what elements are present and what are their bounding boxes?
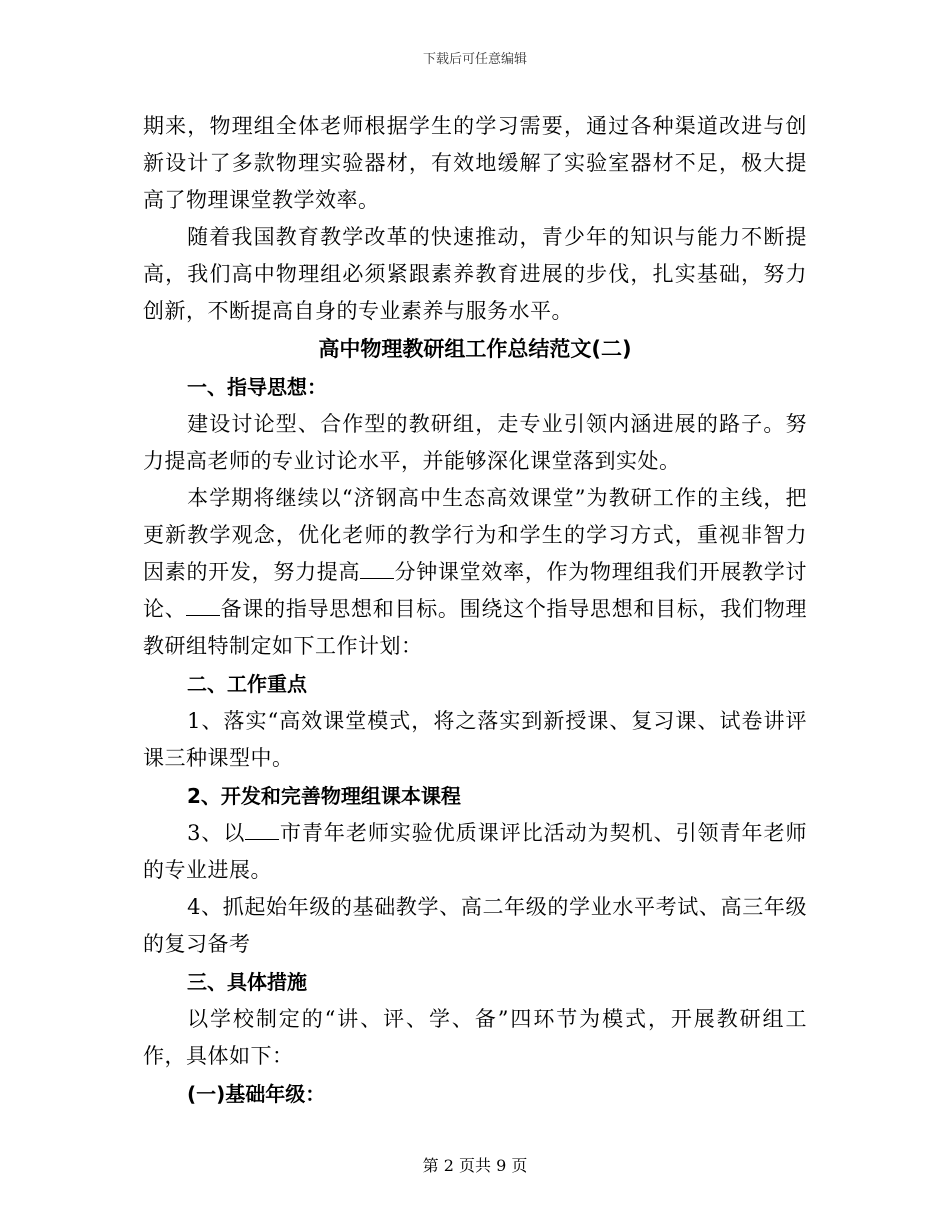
paragraph-3: 建设讨论型、合作型的教研组，走专业引领内涵进展的路子。努力提高老师的专业讨论水平，并能够深化课堂落到实处。 <box>143 412 807 473</box>
fill-blank <box>245 818 279 840</box>
fill-blank <box>186 594 220 616</box>
document-body <box>143 108 807 1113</box>
heading-specific-measures: 三、具体措施 <box>187 970 307 994</box>
heading-work-focus: 二、工作重点 <box>187 672 307 696</box>
paragraph-7: 4、抓起始年级的基础教学、高二年级的学业水平考试、高三年级的复习备考 <box>143 895 807 956</box>
paragraph-1: 期来，物理组全体老师根据学生的学习需要，通过各种渠道改进与创新设计了多款物理实验器材，有效地缓解了实验室器材不足，极大提高了物理课堂教学效率。 <box>143 114 807 212</box>
paragraph-4-part-c: 备课的指导思想和目标。围绕这个指导思想和目标，我们物理教研组特制定如下工作计划： <box>143 597 808 658</box>
paragraph-6-part-b: 市青年老师实验优质课评比活动为契机、引领青年老师的专业进展。 <box>143 821 807 882</box>
heading-guiding-ideology: 一、指导思想： <box>187 375 327 399</box>
paragraph-8: 以学校制定的“讲、评、学、备”四环节为模式，开展教研组工作，具体如下： <box>143 1007 807 1068</box>
heading-develop-courses: 2、开发和完善物理组课本课程 <box>187 784 461 808</box>
page-footer: 第 2 页共 9 页 <box>422 1156 528 1175</box>
paragraph-5: 1、落实“高效课堂模式，将之落实到新授课、复习课、试卷讲评课三种课型中。 <box>143 709 807 770</box>
paragraph-4 <box>143 480 807 665</box>
paragraph-4-part-b: 分钟课堂效率，作为物理组我们开展教学讨论、 <box>143 560 808 621</box>
paragraph-6-part-a: 3、以 <box>187 821 246 845</box>
page-header: 下载后可任意编辑 <box>422 52 527 67</box>
section-title: 高中物理教研组工作总结范文(二) <box>318 337 632 361</box>
fill-blank <box>360 557 394 579</box>
paragraph-6 <box>143 815 807 889</box>
paragraph-4-part-a: 本学期将继续以“济钢高中生态高效课堂”为教研工作的主线，把更新教学观念，优化老师的教学行为和学生的学习方式，重视非智力因素的开发，努力提高 <box>143 486 807 584</box>
heading-basic-grade: (一)基础年级： <box>187 1082 326 1106</box>
paragraph-2: 随着我国教育教学改革的快速推动，青少年的知识与能力不断提高，我们高中物理组必须紧跟素养教育进展的步伐，扎实基础，努力创新，不断提高自身的专业素养与服务水平。 <box>143 225 807 323</box>
